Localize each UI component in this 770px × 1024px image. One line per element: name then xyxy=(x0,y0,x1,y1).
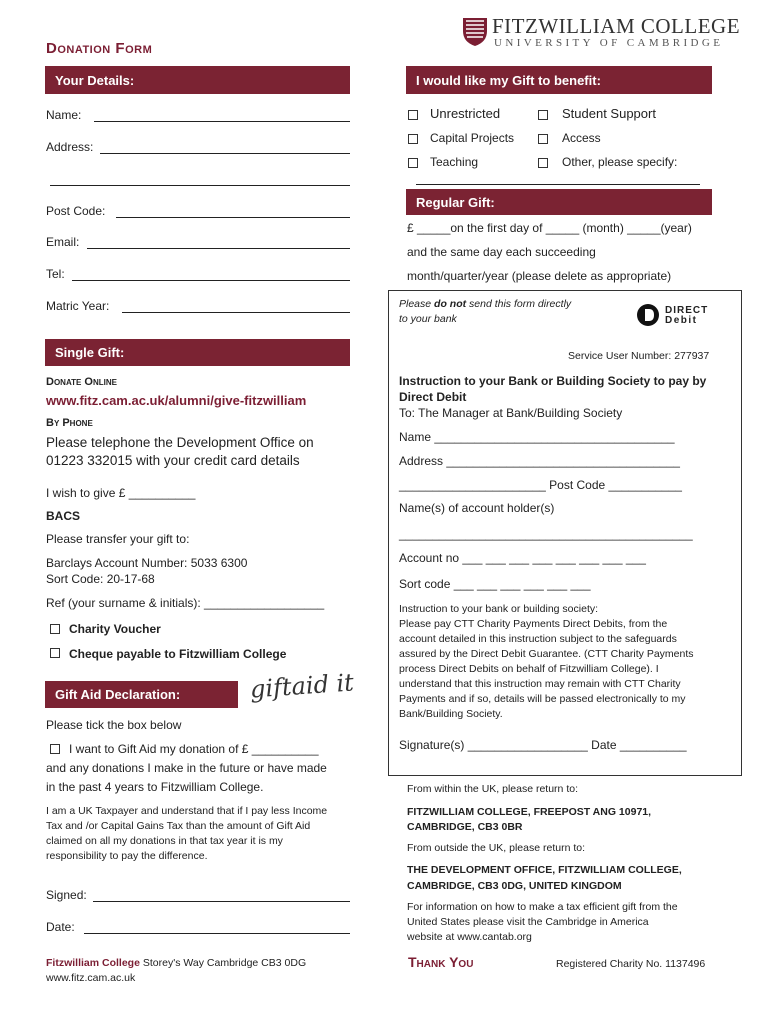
single-gift-header xyxy=(45,339,350,366)
student-support-checkbox[interactable] xyxy=(538,110,548,120)
regular-gift-line3: month/quarter/year (please delete as appropriate) xyxy=(407,269,672,283)
dd-bank-line: understand that this instruction may remain with CTT Charity xyxy=(399,678,681,690)
please-text: Please xyxy=(399,298,432,310)
dd-account-no-field[interactable]: Account no ___ ___ ___ ___ ___ ___ ___ ___ xyxy=(399,551,646,565)
dd-bank-line: Payments and if so, details will be passed electronically to my xyxy=(399,693,686,705)
student-support-label: Student Support xyxy=(562,106,656,121)
transfer-text: Please transfer your gift to: xyxy=(46,532,190,546)
postcode-field[interactable] xyxy=(116,217,350,218)
return-uk-address-1: FITZWILLIAM COLLEGE, FREEPOST ANG 10971, xyxy=(407,806,652,818)
gift-aid-title: Gift Aid Declaration: xyxy=(55,687,181,702)
dd-holders-field[interactable]: ____________________________________________ xyxy=(399,527,693,541)
other-checkbox[interactable] xyxy=(538,158,548,168)
matric-label: Matric Year: xyxy=(46,299,110,313)
unrestricted-checkbox[interactable] xyxy=(408,110,418,120)
direct-debit-logo-top: DIRECT xyxy=(665,305,709,316)
postcode-label: Post Code: xyxy=(46,204,106,218)
dd-bank-line: process Direct Debits on behalf of Fitzwilliam College). I xyxy=(399,663,659,675)
ref-field[interactable]: Ref (your surname & initials): __________________ xyxy=(46,596,325,610)
other-label: Other, please specify: xyxy=(562,155,678,169)
charity-voucher-checkbox[interactable] xyxy=(50,624,60,634)
address-label: Address: xyxy=(46,140,94,154)
capital-projects-checkbox[interactable] xyxy=(408,134,418,144)
gift-aid-line3: in the past 4 years to Fitzwilliam College. xyxy=(46,780,264,794)
benefit-header xyxy=(406,66,712,94)
form-title: Donation Form xyxy=(46,40,153,57)
your-details-header xyxy=(45,66,350,94)
regular-gift-title: Regular Gift: xyxy=(416,194,495,210)
email-label: Email: xyxy=(46,235,80,249)
bacs-heading: BACS xyxy=(46,509,81,523)
teaching-label: Teaching xyxy=(430,155,479,169)
address-field[interactable] xyxy=(100,153,350,154)
tax-text-4: responsibility to pay the difference. xyxy=(46,850,208,862)
footer-website[interactable]: www.fitz.cam.ac.uk xyxy=(46,972,136,984)
matric-field[interactable] xyxy=(122,312,350,313)
signed-label: Signed: xyxy=(46,888,87,902)
unrestricted-label: Unrestricted xyxy=(430,106,501,121)
other-specify-field[interactable] xyxy=(416,184,700,185)
us-info-2: United States please visit the Cambridge in America xyxy=(407,916,649,928)
gift-aid-logo: giftaid it xyxy=(249,668,355,704)
dd-bank-line: account detailed in this instruction subject to the safeguards xyxy=(399,633,677,645)
gift-aid-checkbox[interactable] xyxy=(50,744,60,754)
dd-instruction-1: Instruction to your Bank or Building Society to pay by xyxy=(399,374,707,388)
university-name: UNIVERSITY OF CAMBRIDGE xyxy=(494,37,724,49)
send-text: send this form directly xyxy=(469,298,572,310)
footer-street: Storey's Way Cambridge CB3 0DG xyxy=(139,957,307,969)
regular-gift-header xyxy=(406,189,712,215)
your-details-title: Your Details: xyxy=(55,72,135,88)
capital-projects-label: Capital Projects xyxy=(430,131,515,145)
dd-postcode-field[interactable]: ______________________ Post Code ___________ xyxy=(399,478,682,492)
tax-text-1: I am a UK Taxpayer and understand that if I pay less Income xyxy=(46,805,328,817)
address-field-2[interactable] xyxy=(50,185,350,186)
email-field[interactable] xyxy=(87,248,350,249)
dd-bank-instruction xyxy=(399,602,694,722)
to-bank-text: to your bank xyxy=(399,313,457,325)
tax-text-3: claimed on all my donations in that tax year it is my xyxy=(46,835,283,847)
gift-aid-tick-text: Please tick the box below xyxy=(46,718,182,732)
dd-bank-line: Please pay CTT Charity Payments Direct Debits, from the xyxy=(399,618,668,630)
return-outside-address-2: CAMBRIDGE, CB3 0DG, UNITED KINGDOM xyxy=(407,880,622,892)
signed-field[interactable] xyxy=(93,901,350,902)
phone-text-2: 01223 332015 with your credit card details xyxy=(46,453,300,468)
sort-code: Sort Code: 20-17-68 xyxy=(46,572,155,586)
give-amount-field[interactable]: I wish to give £ __________ xyxy=(46,486,196,500)
do-not-text: do not xyxy=(434,298,467,310)
by-phone-heading: By Phone xyxy=(46,417,93,429)
tax-text-2: Tax and /or Capital Gains Tax than the amount of Gift Aid xyxy=(46,820,311,832)
return-outside-address-1: THE DEVELOPMENT OFFICE, FITZWILLIAM COLLEGE, xyxy=(407,864,682,876)
return-uk-address-2: CAMBRIDGE, CB3 0BR xyxy=(407,821,523,833)
us-info-3: website at www.cantab.org xyxy=(407,931,532,943)
date-field[interactable] xyxy=(84,933,350,934)
college-crest-icon xyxy=(462,17,488,47)
gift-aid-header xyxy=(45,681,238,708)
dd-bank-line: Instruction to your bank or building society: xyxy=(399,603,599,615)
phone-text-1: Please telephone the Development Office on xyxy=(46,435,314,450)
do-not-send-text xyxy=(399,298,571,310)
gift-aid-line1: I want to Gift Aid my donation of £ __________ xyxy=(69,742,319,756)
registered-charity: Registered Charity No. 1137496 xyxy=(556,958,706,970)
tel-label: Tel: xyxy=(46,267,65,281)
account-number: Barclays Account Number: 5033 6300 xyxy=(46,556,248,570)
cheque-label: Cheque payable to Fitzwilliam College xyxy=(69,647,287,661)
access-label: Access xyxy=(562,131,601,145)
return-outside-text: From outside the UK, please return to: xyxy=(407,842,586,854)
gift-aid-line2: and any donations I make in the future or have made xyxy=(46,761,327,775)
service-user-number: Service User Number: 277937 xyxy=(568,350,710,362)
direct-debit-logo-icon xyxy=(636,303,660,327)
direct-debit-logo-bottom: Debit xyxy=(665,315,698,326)
dd-to-manager: To: The Manager at Bank/Building Society xyxy=(399,406,623,420)
single-gift-title: Single Gift: xyxy=(55,345,125,360)
return-uk-text: From within the UK, please return to: xyxy=(407,783,578,795)
name-field[interactable] xyxy=(94,121,350,122)
dd-bank-line: Bank/Building Society. xyxy=(399,708,503,720)
regular-gift-line1: £ _____on the first day of _____ (month) _____(year) xyxy=(407,221,692,235)
us-info-1: For information on how to make a tax efficient gift from the xyxy=(407,901,678,913)
dd-address-field[interactable]: Address ___________________________________ xyxy=(399,454,680,468)
dd-signature-field[interactable]: Signature(s) __________________ Date __________ xyxy=(399,738,687,752)
teaching-checkbox[interactable] xyxy=(408,158,418,168)
donate-online-link[interactable]: www.fitz.cam.ac.uk/alumni/give-fitzwilliam xyxy=(46,393,307,408)
charity-voucher-label: Charity Voucher xyxy=(69,622,161,636)
dd-name-field[interactable]: Name ____________________________________ xyxy=(399,430,675,444)
access-checkbox[interactable] xyxy=(538,134,548,144)
cheque-checkbox[interactable] xyxy=(50,648,60,658)
tel-field[interactable] xyxy=(72,280,350,281)
footer-college: Fitzwilliam College xyxy=(46,957,140,969)
dd-sort-code-field[interactable]: Sort code ___ ___ ___ ___ ___ ___ xyxy=(399,577,591,591)
dd-bank-line: assured by the Direct Debit Guarantee. (CTT Charity Payments xyxy=(399,648,694,660)
regular-gift-line2: and the same day each succeeding xyxy=(407,245,596,259)
college-name: FITZWILLIAM COLLEGE xyxy=(492,14,741,38)
thank-you-text: Thank You xyxy=(408,954,474,970)
dd-instruction-2: Direct Debit xyxy=(399,390,467,404)
benefit-title: I would like my Gift to benefit: xyxy=(416,72,601,88)
name-label: Name: xyxy=(46,108,82,122)
date-label: Date: xyxy=(46,920,75,934)
donate-online-heading: Donate Online xyxy=(46,376,117,388)
dd-holders-label: Name(s) of account holder(s) xyxy=(399,501,555,515)
footer-address xyxy=(46,957,306,969)
